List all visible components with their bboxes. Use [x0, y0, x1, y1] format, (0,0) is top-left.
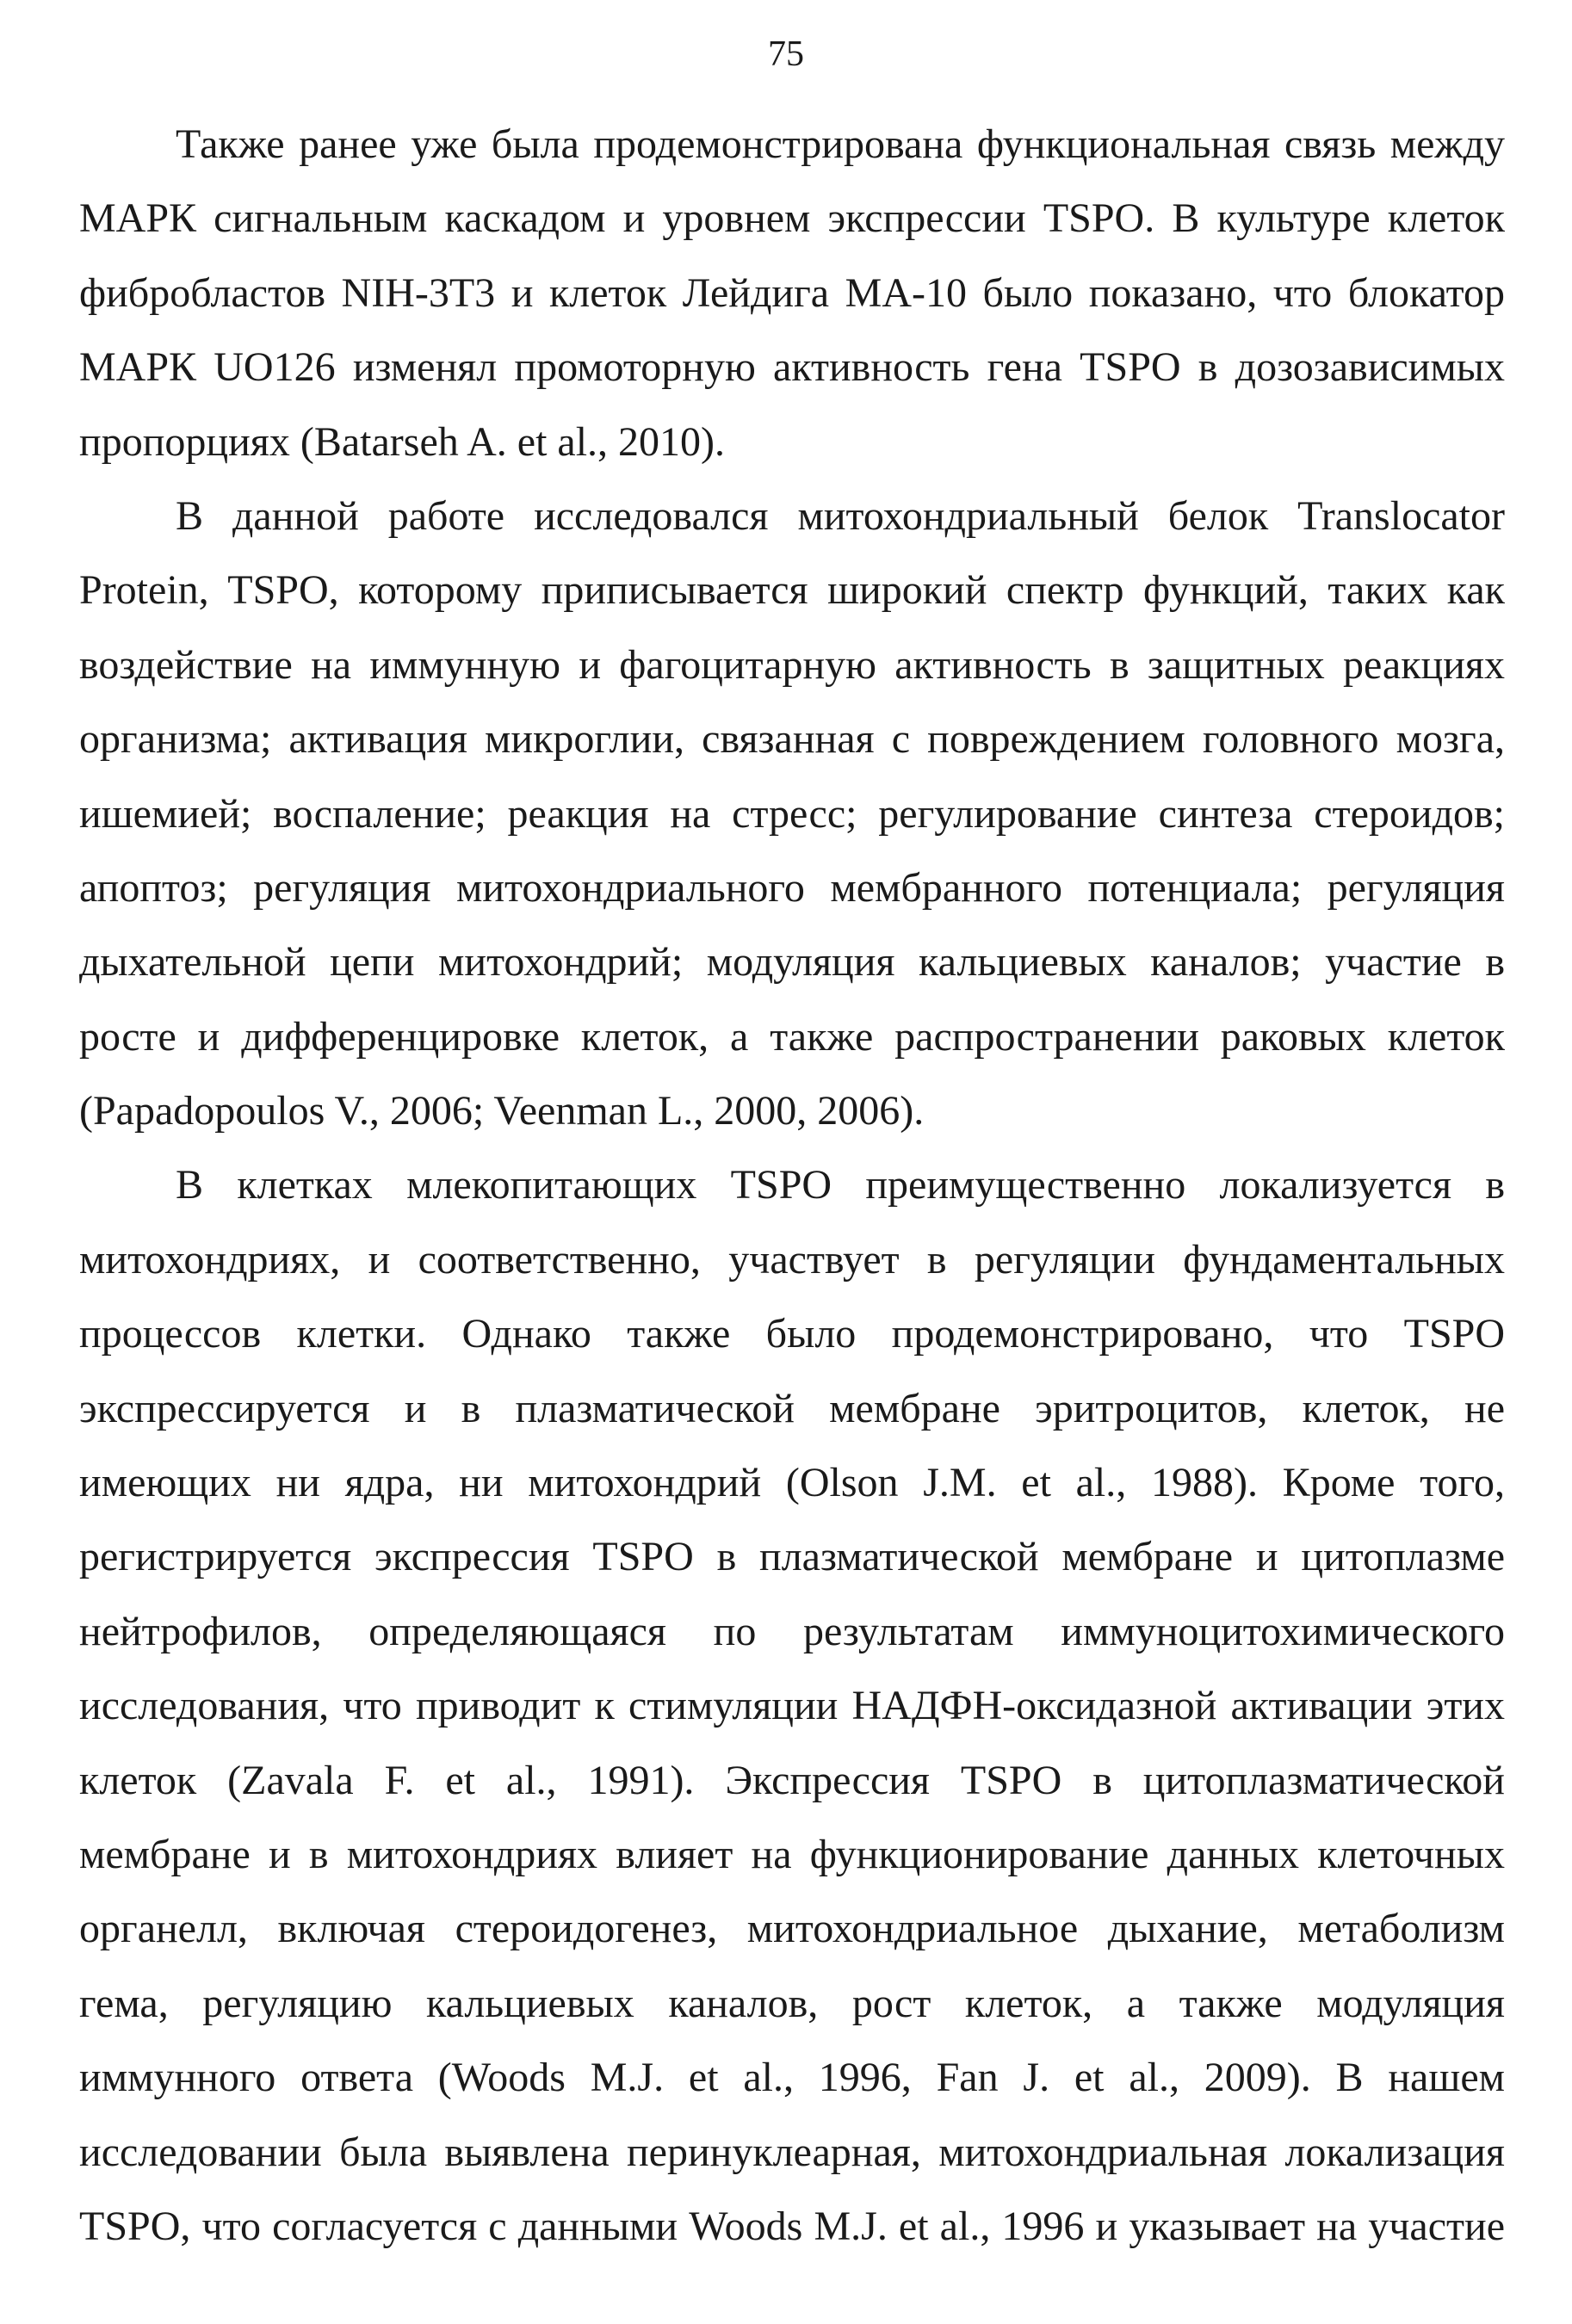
paragraph-2	[79, 479, 1505, 1149]
text-line: иммунного ответа (Woods M.J. et al., 1996, Fan J. et al., 2009). В нашем	[79, 2055, 1505, 2101]
text-line: МАРК сигнальным каскадом и уровнем экспрессии TSPO. В культуре клеток	[79, 195, 1505, 242]
text-line: исследования, что приводит к стимуляции НАДФН-оксидазной активации этих	[79, 1683, 1505, 1729]
body-text	[79, 108, 1505, 2264]
text-line: росте и дифференцировке клеток, а также распространении раковых клеток	[79, 1013, 1505, 1060]
text-line: исследовании была выявлена перинуклеарная, митохондриальная локализация	[79, 2129, 1505, 2175]
text-line: пропорциях (Batarseh A. et al., 2010).	[79, 418, 726, 465]
page-number: 75	[768, 34, 804, 74]
text-line: клеток (Zavala F. et al., 1991). Экспрессия TSPO в цитоплазматической	[79, 1757, 1505, 1803]
text-line: гема, регуляцию кальциевых каналов, рост клеток, а также модуляция	[79, 1980, 1505, 2026]
text-line: имеющих ни ядра, ни митохондрий (Olson J.M. et al., 1988). Кроме того,	[79, 1460, 1505, 1506]
text-line: Protein, TSPO, которому приписывается широкий спектр функций, таких как	[79, 567, 1505, 614]
text-line: организма; активация микроглии, связанная с повреждением головного мозга,	[79, 716, 1505, 763]
text-line: В клетках млекопитающих TSPO преимущественно локализуется в	[176, 1162, 1505, 1208]
text-line: TSPO, что согласуется с данными Woods M.J. et al., 1996 и указывает на участие	[79, 2203, 1505, 2249]
text-line: процессов клетки. Однако также было продемонстрировано, что TSPO	[79, 1311, 1505, 1357]
text-line: дыхательной цепи митохондрий; модуляция кальциевых каналов; участие в	[79, 939, 1505, 986]
text-line: ишемией; воспаление; реакция на стресс; регулирование синтеза стероидов;	[79, 790, 1505, 837]
paragraph-1	[79, 108, 1505, 479]
text-line: воздействие на иммунную и фагоцитарную активность в защитных реакциях	[79, 641, 1505, 688]
text-line: нейтрофилов, определяющаяся по результатам иммуноцитохимического	[79, 1608, 1505, 1654]
text-line: фибробластов NIH-3T3 и клеток Лейдига МА-10 было показано, что блокатор	[79, 269, 1505, 316]
text-line: мембране и в митохондриях влияет на функционирование данных клеточных	[79, 1831, 1505, 1877]
text-line: В данной работе исследовался митохондриальный белок Translocator	[176, 492, 1505, 539]
text-line: органелл, включая стероидогенез, митохондриальное дыхание, метаболизм	[79, 1906, 1505, 1952]
paragraph-3	[79, 1148, 1505, 2264]
text-line: митохондриях, и соответственно, участвует в регуляции фундаментальных	[79, 1236, 1505, 1283]
text-line: регистрируется экспрессия TSPO в плазматической мембране и цитоплазме	[79, 1534, 1505, 1580]
text-line: апоптоз; регуляция митохондриального мембранного потенциала; регуляция	[79, 864, 1505, 911]
text-line: экспрессируется и в плазматической мембране эритроцитов, клеток, не	[79, 1385, 1505, 1431]
text-line: МАРК UO126 изменял промоторную активность гена TSPO в дозозависимых	[79, 344, 1505, 391]
text-line: Также ранее уже была продемонстрирована функциональная связь между	[176, 121, 1505, 167]
text-line: (Papadopoulos V., 2006; Veenman L., 2000, 2006).	[79, 1088, 925, 1134]
